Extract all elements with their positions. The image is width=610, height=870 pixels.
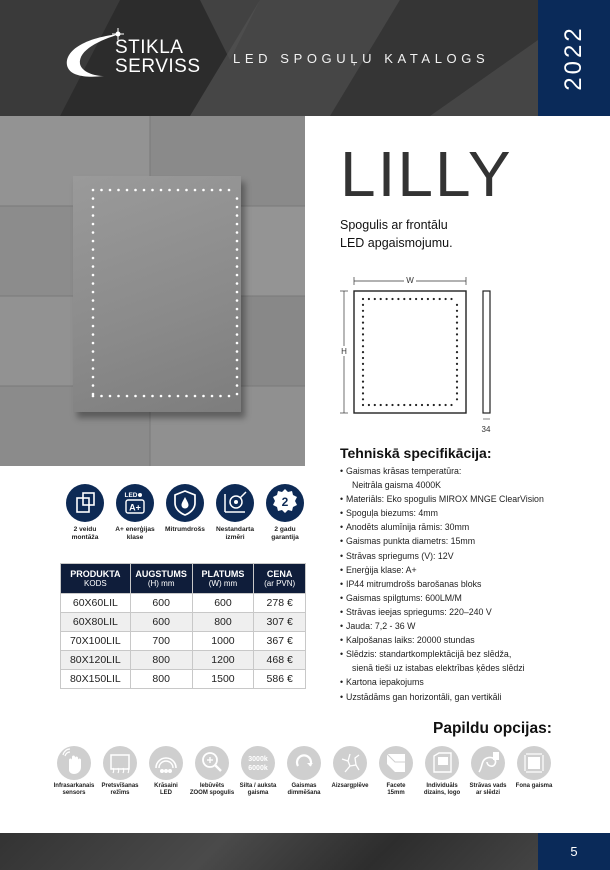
led-dot (92, 282, 95, 285)
led-dot (427, 404, 429, 406)
led-dot (117, 189, 120, 192)
led-dot (92, 197, 95, 200)
option-infrared (50, 746, 98, 797)
spec-item: • Materiāls: Eko spogulis MIROX MNGE ClearVision (340, 492, 550, 506)
led-dot (236, 325, 239, 328)
spec-item: • Enerģija klase: A+ (340, 563, 550, 577)
led-dot (362, 392, 364, 394)
zoom-mirror-icon (195, 746, 229, 780)
led-dot (211, 189, 214, 192)
led-dot (415, 298, 417, 300)
led-dot (456, 327, 458, 329)
option-caption: Pretsvīšanas (101, 783, 139, 789)
anti-shatter-icon (333, 746, 367, 780)
led-dot (368, 404, 370, 406)
led-dot (92, 214, 95, 217)
led-dot (134, 189, 137, 192)
led-dot (185, 395, 188, 398)
led-dot (236, 265, 239, 268)
spec-item: • IP44 mitrumdrošs barošanas bloks (340, 577, 550, 591)
led-dot (362, 316, 364, 318)
led-dot (92, 223, 95, 226)
option-zoom (188, 746, 236, 797)
defog-icon (103, 746, 137, 780)
led-dot (92, 206, 95, 209)
feature-caption: montāža (71, 533, 99, 541)
led-dot (177, 189, 180, 192)
height-value: 800 (130, 651, 192, 670)
product-photo (0, 116, 305, 466)
spec-item: • Gaismas spilgtums: 600LM/M (340, 591, 550, 605)
led-dot (409, 298, 411, 300)
led-dot (456, 316, 458, 318)
table-row (61, 632, 306, 651)
led-dot (456, 363, 458, 365)
spec-item: • Strāvas ieejas spriegums: 220–240 V (340, 605, 550, 619)
led-dot (380, 298, 382, 300)
width-value: 1000 (192, 632, 254, 651)
led-dot (202, 395, 205, 398)
height-value: 600 (130, 613, 192, 632)
spec-item: • Uzstādāms gan horizontāli, gan vertikāli (340, 690, 550, 704)
option-defog (96, 746, 144, 797)
led-dot (456, 392, 458, 394)
led-dot (92, 299, 95, 302)
led-dot (228, 395, 231, 398)
table-row (61, 613, 306, 632)
feature-caption: A+ enerģijas (115, 526, 155, 533)
led-dot (236, 197, 239, 200)
led-dot (92, 308, 95, 311)
led-dot (456, 310, 458, 312)
option-caption: Iebūvēts (199, 783, 225, 789)
option-custom-logo (418, 746, 466, 797)
feature-custom-size (210, 484, 260, 541)
option-caption: Gaismas (291, 783, 317, 789)
led-dot (456, 333, 458, 335)
led-dot (92, 316, 95, 319)
product-code: 60X60LIL (61, 594, 131, 613)
spec-list (340, 464, 550, 704)
company-logo (60, 24, 210, 84)
option-anti-shatter (326, 746, 374, 790)
led-dot (194, 395, 197, 398)
spec-item: • Anodēts alumīnija rāmis: 30mm (340, 520, 550, 534)
led-dot (397, 404, 399, 406)
led-dot (236, 240, 239, 243)
height-value: 800 (130, 670, 192, 689)
led-dot (456, 351, 458, 353)
led-dot (160, 189, 163, 192)
option-dimmer (280, 746, 328, 797)
led-dot (391, 298, 393, 300)
product-code: 70X100LIL (61, 632, 131, 651)
depth-label: 34 (481, 425, 491, 434)
option-caption: ar slēdzi (475, 790, 500, 796)
option-caption: Facete (386, 783, 406, 789)
led-dot (109, 189, 112, 192)
led-dot (126, 189, 129, 192)
feature-caption: Nestandarta (215, 526, 255, 533)
option-facet (372, 746, 420, 797)
product-code: 60X80LIL (61, 613, 131, 632)
led-dot (427, 298, 429, 300)
led-dot (92, 325, 95, 328)
feature-caption: garantija (271, 533, 299, 541)
option-caption: Fona gaisma (515, 783, 553, 789)
led-dot (236, 376, 239, 379)
led-dot (92, 350, 95, 353)
led-dot (456, 304, 458, 306)
led-dot (362, 398, 364, 400)
custom-logo-icon (425, 746, 459, 780)
led-dot (109, 395, 112, 398)
option-backlight (510, 746, 558, 790)
led-dot (456, 369, 458, 371)
option-caption: Silta / auksta (239, 783, 277, 789)
led-dot (236, 274, 239, 277)
spec-item: • Slēdzis: standartkomplektācijā bez slēdža, sienā tieši uz istabas elektrības ķēdes slēdzi (340, 647, 550, 675)
color-led-icon (149, 746, 183, 780)
option-caption: dizains, logo (423, 790, 461, 796)
option-caption: režīms (110, 790, 130, 796)
led-dot (92, 384, 95, 387)
spec-title: Tehniskā specifikācija: (340, 445, 492, 461)
led-dot (368, 298, 370, 300)
led-dot (445, 404, 447, 406)
product-code: 80X150LIL (61, 670, 131, 689)
led-dot (236, 367, 239, 370)
led-dot (236, 231, 239, 234)
table-row (61, 594, 306, 613)
led-dot (92, 333, 95, 336)
height-value: 600 (130, 594, 192, 613)
table-row (61, 651, 306, 670)
led-dot (92, 359, 95, 362)
product-code: 80X120LIL (61, 651, 131, 670)
led-dot (236, 333, 239, 336)
led-dot (386, 404, 388, 406)
led-dot (236, 384, 239, 387)
led-dot (362, 357, 364, 359)
feature-warranty (260, 484, 310, 541)
option-caption: 15mm (387, 790, 405, 796)
width-value: 1200 (192, 651, 254, 670)
width-value: 600 (192, 594, 254, 613)
catalog-title: LED SPOGUĻU KATALOGS (233, 51, 490, 66)
led-dot (236, 308, 239, 311)
led-dot (151, 395, 154, 398)
led-dot (202, 189, 205, 192)
led-dot (134, 395, 137, 398)
led-dot (374, 404, 376, 406)
header-banner (0, 0, 538, 116)
feature-caption: 2 gadu (274, 526, 296, 533)
backlight-icon (517, 746, 551, 780)
led-dot (362, 363, 364, 365)
diagram-side-view (483, 291, 490, 413)
year-text: 2022 (560, 25, 587, 91)
warranty-number: 2 (281, 495, 289, 509)
led-dot (228, 189, 231, 192)
options-title: Papildu opcijas: (433, 720, 552, 737)
led-dot (236, 316, 239, 319)
option-caption: ZOOM spogulis (189, 790, 235, 796)
table-header: AUGSTUMS (H) mm (130, 564, 192, 594)
led-dot (439, 298, 441, 300)
option-caption: dimmēšana (287, 790, 321, 796)
led-dot (236, 248, 239, 251)
year-badge (538, 0, 610, 116)
led-dot (236, 291, 239, 294)
led-dot (362, 381, 364, 383)
dimension-diagram (336, 273, 506, 438)
feature-caption: Mitrumdrošs (165, 526, 205, 533)
led-dot (403, 298, 405, 300)
spec-item: • Spoguļa biezums: 4mm (340, 506, 550, 520)
subtitle-line: Spogulis ar frontālu (340, 218, 448, 232)
led-dot (456, 339, 458, 341)
infrared-hand-icon (57, 746, 91, 780)
led-dot (160, 395, 163, 398)
energy-class-icon (116, 484, 154, 522)
led-dot (151, 189, 154, 192)
feature-moisture (160, 484, 210, 534)
led-dot (362, 351, 364, 353)
option-caption: Strāvas vads (469, 783, 507, 789)
width-label: W (406, 276, 414, 285)
led-dot (445, 298, 447, 300)
led-dot (236, 206, 239, 209)
led-dot (92, 367, 95, 370)
led-dot (433, 298, 435, 300)
price-table (60, 563, 306, 689)
led-dot (450, 298, 452, 300)
table-row (61, 670, 306, 689)
led-dot (92, 376, 95, 379)
led-dot (168, 395, 171, 398)
led-dot (219, 395, 222, 398)
option-color-temp (234, 746, 282, 797)
table-header: CENA (ar PVN) (254, 564, 306, 594)
led-dot (236, 223, 239, 226)
led-dot (433, 404, 435, 406)
led-dot (100, 395, 103, 398)
led-dot (92, 189, 95, 192)
feature-caption: izmēri (225, 533, 245, 541)
led-dot (362, 369, 364, 371)
color-temp-warm: 3000k (248, 756, 268, 763)
spec-item: • Strāvas spriegums (V): 12V (340, 549, 550, 563)
option-icons (50, 746, 560, 806)
led-dot (126, 395, 129, 398)
logo-text-line2: SERVISS (115, 56, 201, 77)
spec-item: • Gaismas punkta diametrs: 15mm (340, 534, 550, 548)
price-value: 367 € (254, 632, 306, 651)
spec-item: • Kartona iepakojums (340, 675, 550, 689)
led-dot (236, 299, 239, 302)
led-dot (439, 404, 441, 406)
product-subtitle (340, 216, 510, 252)
led-dot (236, 350, 239, 353)
led-dot (403, 404, 405, 406)
led-dot (409, 404, 411, 406)
led-dot (219, 189, 222, 192)
width-value: 1500 (192, 670, 254, 689)
cable-switch-icon (471, 746, 505, 780)
led-dot (362, 339, 364, 341)
mount-icon (66, 484, 104, 522)
led-dot (92, 248, 95, 251)
led-dot (456, 322, 458, 324)
custom-size-icon (216, 484, 254, 522)
energy-badge-main: A+ (129, 502, 141, 513)
led-dot (374, 298, 376, 300)
spec-item: • Jauda: 7,2 - 36 W (340, 619, 550, 633)
led-dot (100, 189, 103, 192)
led-dot (456, 398, 458, 400)
led-dot (456, 345, 458, 347)
option-caption: Infrasarkanais (53, 783, 95, 789)
led-dot (92, 274, 95, 277)
feature-mount (60, 484, 110, 541)
spec-item: • Gaismas krāsas temperatūra: Neitrāla gaisma 4000K (340, 464, 550, 492)
page-number: 5 (538, 833, 610, 870)
led-dot (421, 298, 423, 300)
led-dot (143, 395, 146, 398)
led-dot (362, 404, 364, 406)
led-dot (362, 304, 364, 306)
mirror-image (73, 176, 241, 412)
led-dot (456, 386, 458, 388)
option-caption: gaisma (247, 790, 269, 796)
feature-icons (60, 484, 310, 548)
led-dot (92, 240, 95, 243)
led-dot (362, 333, 364, 335)
product-name: LILLY (340, 138, 513, 210)
led-dot (362, 322, 364, 324)
led-dot (391, 404, 393, 406)
table-header: PLATUMS (W) mm (192, 564, 254, 594)
led-dot (456, 381, 458, 383)
color-temp-icon (241, 746, 275, 780)
led-dot (456, 375, 458, 377)
energy-badge-top: LED (124, 492, 138, 499)
led-dot (386, 298, 388, 300)
price-value: 278 € (254, 594, 306, 613)
led-dot (362, 310, 364, 312)
height-value: 700 (130, 632, 192, 651)
led-dot (236, 359, 239, 362)
option-color-led (142, 746, 190, 797)
led-dot (185, 189, 188, 192)
led-dot (236, 393, 239, 396)
option-caption: Krāsaini (154, 783, 178, 789)
led-dot (415, 404, 417, 406)
warranty-icon (266, 484, 304, 522)
led-dots (73, 176, 241, 412)
dimmer-icon (287, 746, 321, 780)
led-dot (362, 298, 364, 300)
led-dot (236, 214, 239, 217)
feature-caption: klase (126, 533, 144, 541)
led-dot (362, 375, 364, 377)
led-dot (362, 327, 364, 329)
subtitle-line: LED apgaismojumu. (340, 236, 453, 250)
spec-item: • Kalpošanas laiks: 20000 stundas (340, 633, 550, 647)
price-value: 586 € (254, 670, 306, 689)
price-value: 307 € (254, 613, 306, 632)
led-dot (421, 404, 423, 406)
led-dot (380, 404, 382, 406)
shield-drop-icon (166, 484, 204, 522)
led-dot (92, 342, 95, 345)
diagram-mirror-front (354, 291, 466, 413)
led-dot (362, 345, 364, 347)
led-dot (397, 298, 399, 300)
led-dot (362, 386, 364, 388)
led-dot (92, 291, 95, 294)
option-caption: Individuāls (426, 783, 458, 789)
led-dot (236, 342, 239, 345)
led-dot (456, 357, 458, 359)
led-dot (117, 395, 120, 398)
price-value: 468 € (254, 651, 306, 670)
feature-energy (110, 484, 160, 541)
option-cable-switch (464, 746, 512, 797)
led-dot (168, 189, 171, 192)
option-caption: Aizsargplēve (331, 783, 369, 789)
option-caption: LED (160, 790, 172, 796)
color-temp-cold: 6000k (248, 765, 268, 772)
footer-bar (0, 833, 538, 870)
led-dot (194, 189, 197, 192)
led-dot (211, 395, 214, 398)
led-dot (450, 404, 452, 406)
feature-caption: 2 veidu (73, 526, 97, 533)
led-dot (236, 257, 239, 260)
led-dot (143, 189, 146, 192)
led-dot (177, 395, 180, 398)
led-dot (92, 265, 95, 268)
led-dot (92, 393, 95, 396)
height-label: H (341, 347, 347, 356)
led-dot (92, 231, 95, 234)
led-dot (236, 282, 239, 285)
facet-icon (379, 746, 413, 780)
option-caption: sensors (62, 790, 86, 796)
logo-text-line1: STIKLA (115, 37, 184, 58)
width-value: 800 (192, 613, 254, 632)
led-dot (92, 257, 95, 260)
table-header: PRODUKTA KODS (61, 564, 131, 594)
